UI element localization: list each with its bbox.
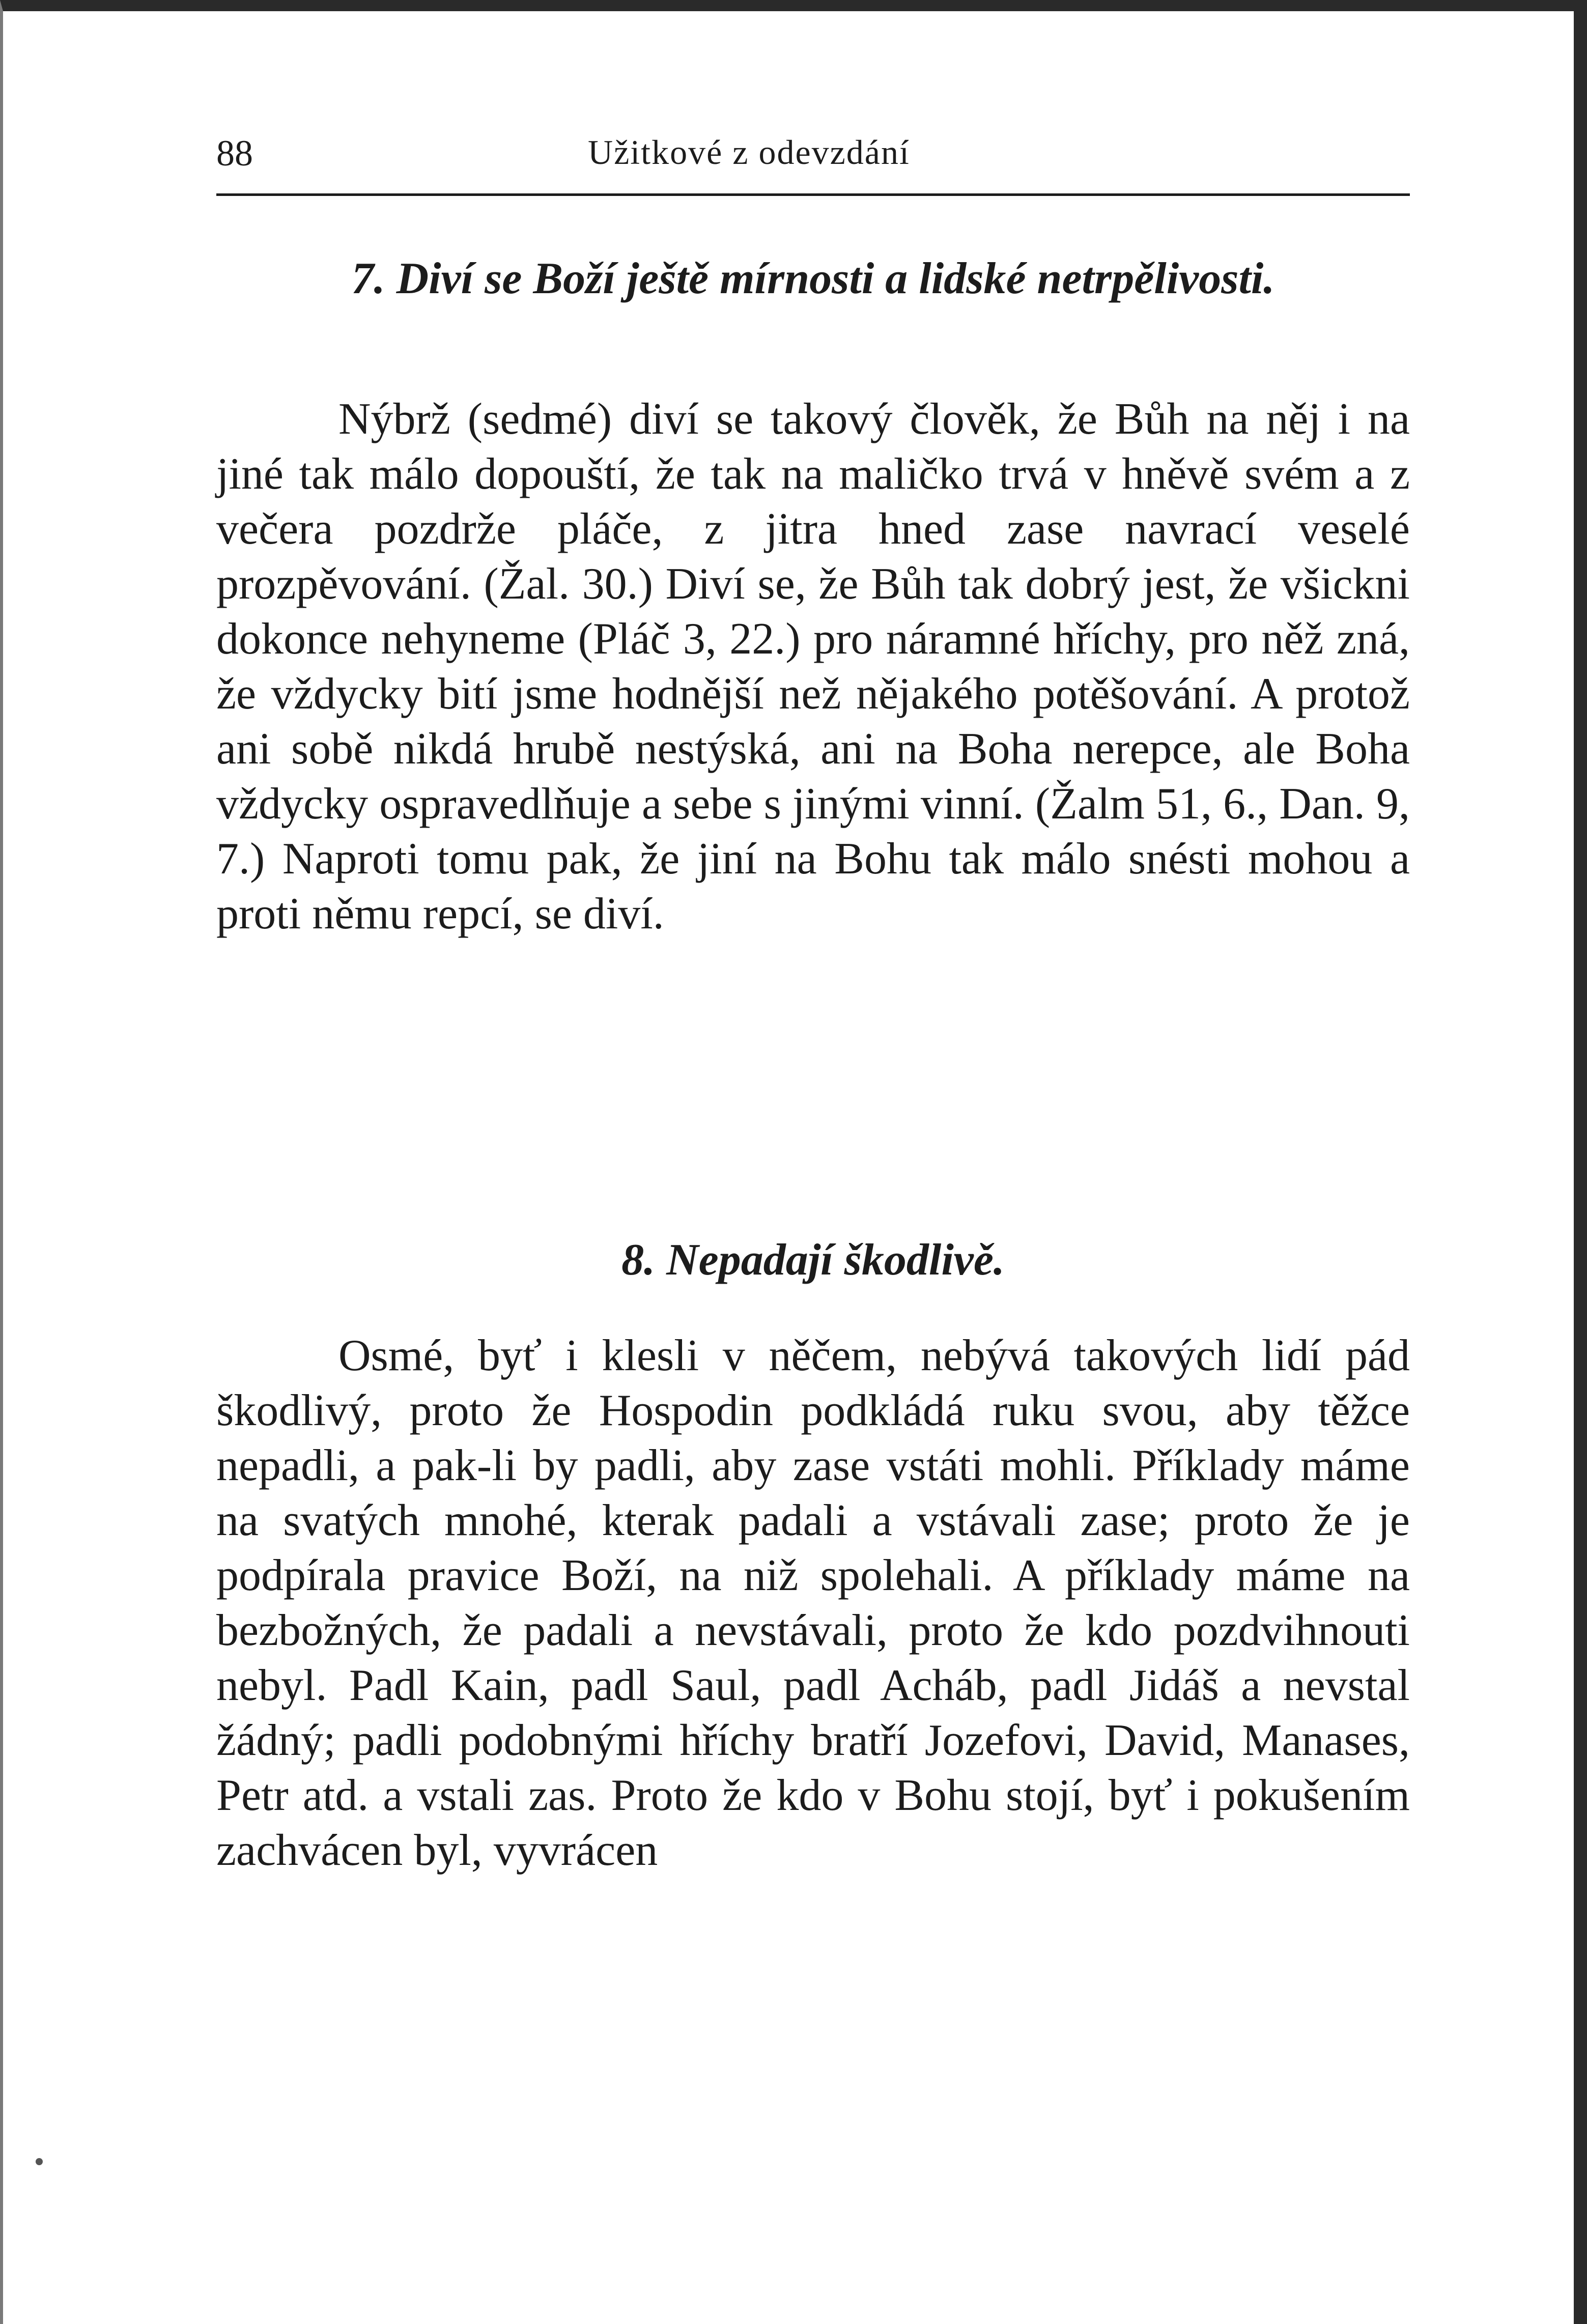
page-number: 88 — [216, 133, 253, 174]
page-header — [216, 117, 1410, 193]
section-heading-8: 8. Nepadají škodlivě. — [621, 1235, 1005, 1285]
running-title: Užitkové z odevzdání — [588, 133, 910, 172]
section-paragraph-7: Nýbrž (sedmé) diví se takový člověk, že Bůh na něj i na jiné tak málo dopouští, že tak na maličko trvá v hněvě svém a z večera pozdrže pláče, z jitra hned zase navrací veselé prozpěvování. (Žal. 30.) Diví se, že Bůh tak dobrý jest, že všickni dokonce nehyneme (Pláč 3, 22.) pro náramné hříchy, pro něž zná, že vždycky bití jsme hodnější než nějakého potěšování. A protož ani sobě nikdá hrubě nestýská, ani na Boha nerepce, ale Boha vždycky ospravedlňuje a sebe s jinými vinní. (Žalm 51, 6., Dan. 9, 7.) Naproti tomu pak, že jiní na Bohu tak málo snésti mohou a proti němu repcí, se diví. — [216, 394, 1410, 939]
header-rule — [216, 193, 1410, 196]
section-heading-7: 7. Diví se Boží ještě mírnosti a lidské netrpělivosti. — [351, 254, 1275, 303]
book-page — [216, 117, 1410, 1875]
section-paragraph-8: Osmé, byť i klesli v něčem, nebývá takových lidí pád škodlivý, proto že Hospodin podkládá ruku svou, aby těžce nepadli, a pak-li by padli, aby zase vstáti mohli. Příklady máme na svatých mnohé, kterak padali a vstávali zase; proto že je podpírala pravice Boží, na niž spolehali. A příklady máme na bezbožných, že padali a nevstávali, proto že kdo pozdvihnouti nebyl. Padl Kain, padl Saul, padl Acháb, padl Jidáš a nevstal žádný; padli podobnými hříchy bratří Jozefovi, David, Manases, Petr atd. a vstali zas. Proto že kdo v Bohu stojí, byť i pokušením zachvácen byl, vyvrácen — [216, 1331, 1410, 1875]
scan-speck — [36, 2158, 43, 2165]
